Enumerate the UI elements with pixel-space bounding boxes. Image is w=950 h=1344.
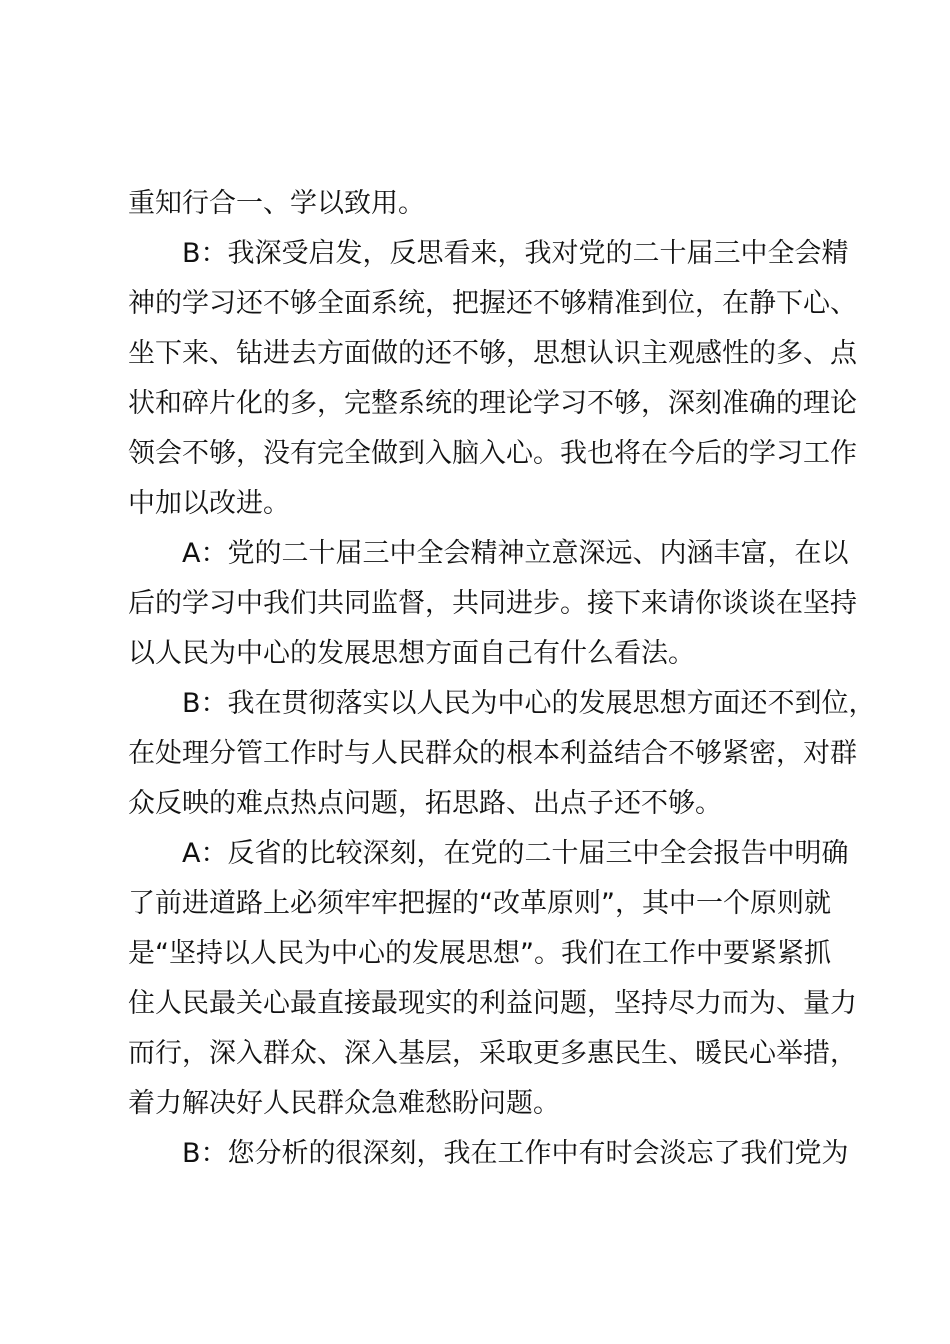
text-line: B：我深受启发，反思看来，我对党的二十届三中全会精 [128, 238, 849, 269]
text-line: B：我在贯彻落实以人民为中心的发展思想方面还不到位， [128, 688, 876, 719]
text-line: 中加以改进。 [128, 488, 290, 519]
text-line: 后的学习中我们共同监督，共同进步。接下来请你谈谈在坚持 [128, 588, 857, 619]
text-line: 住人民最关心最直接最现实的利益问题，坚持尽力而为、量力 [128, 988, 857, 1019]
text-line: 重知行合一、学以致用。 [128, 188, 425, 219]
text-line: 领会不够，没有完全做到入脑入心。我也将在今后的学习工作 [128, 438, 857, 469]
text-line: 是“坚持以人民为中心的发展思想”。我们在工作中要紧紧抓 [128, 938, 831, 969]
text-line: 状和碎片化的多，完整系统的理论学习不够，深刻准确的理论 [128, 388, 857, 419]
text-line: 坐下来、钻进去方面做的还不够，思想认识主观感性的多、点 [128, 338, 857, 369]
text-line: A：党的二十届三中全会精神立意深远、内涵丰富，在以 [128, 538, 849, 569]
text-line: 神的学习还不够全面系统，把握还不够精准到位，在静下心、 [128, 288, 857, 319]
text-line: 了前进道路上必须牢牢把握的“改革原则”，其中一个原则就 [128, 888, 831, 919]
text-line: B：您分析的很深刻，我在工作中有时会淡忘了我们党为 [128, 1138, 849, 1169]
text-line: 着力解决好人民群众急难愁盼问题。 [128, 1088, 560, 1119]
text-line: 以人民为中心的发展思想方面自己有什么看法。 [128, 638, 695, 669]
text-line: 在处理分管工作时与人民群众的根本利益结合不够紧密，对群 [128, 738, 857, 769]
text-line: A：反省的比较深刻，在党的二十届三中全会报告中明确 [128, 838, 849, 869]
text-line: 众反映的难点热点问题，拓思路、出点子还不够。 [128, 788, 722, 819]
text-line: 而行，深入群众、深入基层，采取更多惠民生、暖民心举措， [128, 1038, 857, 1069]
